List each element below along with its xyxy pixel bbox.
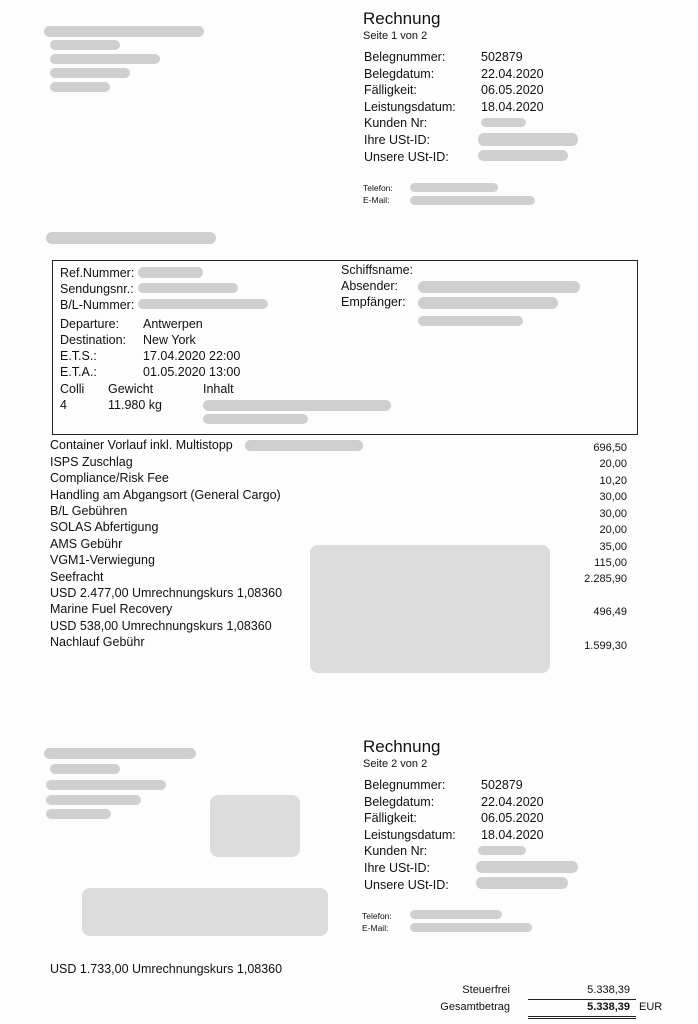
gewicht-value: 11.980 kg: [108, 398, 162, 412]
line-item-description: ISPS Zuschlag: [50, 455, 133, 469]
redacted-address-line: [46, 795, 141, 805]
redacted-item-note: [245, 440, 363, 451]
line-item-description: B/L Gebühren: [50, 504, 128, 518]
page1-title: Rechnung: [363, 9, 441, 28]
page1-invoice-values: [481, 49, 544, 115]
line-item-description: AMS Gebühr: [50, 537, 123, 551]
departure-label: Departure:: [60, 317, 120, 331]
field-value: 22.04.2020: [481, 66, 544, 81]
redacted-address-line: [46, 780, 166, 790]
redacted-phone: [410, 910, 502, 919]
page1-page-indicator: Seite 1 von 2: [363, 30, 428, 42]
page2-title: Rechnung: [363, 737, 441, 756]
redacted-address-line: [50, 764, 120, 774]
ref-label: Ref.Nummer:: [60, 266, 135, 280]
redacted-email: [410, 923, 532, 932]
colli-label: Colli: [60, 382, 85, 396]
line-item-amount: 35,00: [599, 541, 627, 553]
ets-value: 17.04.2020 22:00: [143, 349, 241, 363]
page2-invoice-fields: [364, 777, 456, 893]
sendung-label: Sendungsnr.:: [60, 282, 134, 296]
gesamtbetrag-value: 5.338,39: [587, 1001, 630, 1013]
field-label: Unsere USt-ID:: [364, 149, 449, 164]
field-value: 18.04.2020: [481, 827, 544, 842]
line-item-description: Nachlauf Gebühr: [50, 635, 145, 649]
redacted-customer-number: [481, 118, 526, 127]
redacted-vat-id: [476, 861, 578, 873]
bl-label: B/L-Nummer:: [60, 298, 135, 312]
line-item-amount: 30,00: [599, 508, 627, 520]
line-item-description: USD 2.477,00 Umrechnungskurs 1,08360: [50, 586, 283, 600]
steuerfrei-label: Steuerfrei: [462, 984, 510, 996]
page1-invoice-fields: [364, 49, 456, 165]
phone-label: Telefon:: [363, 183, 393, 193]
gesamtbetrag-label: Gesamtbetrag: [440, 1001, 510, 1013]
page2-invoice-values: [481, 777, 544, 843]
redacted-reference-line: [46, 232, 216, 244]
inhalt-label: Inhalt: [203, 382, 234, 396]
field-label: Fälligkeit:: [364, 811, 417, 826]
redacted-inhalt-line: [203, 414, 308, 424]
redacted-email: [410, 196, 535, 205]
total-divider: [528, 999, 636, 1000]
line-item-amount: 20,00: [599, 524, 627, 536]
redacted-block: [82, 888, 328, 936]
line-item-description: Container Vorlauf inkl. Multistopp: [50, 438, 233, 452]
redacted-customer-number: [478, 846, 526, 855]
field-value: 06.05.2020: [481, 83, 544, 98]
redacted-address-line: [46, 809, 111, 819]
field-label: Belegdatum:: [364, 66, 435, 81]
total-underline: [528, 1016, 636, 1017]
line-item-description: Marine Fuel Recovery: [50, 602, 173, 616]
redacted-address-line: [50, 54, 160, 64]
page2-page-indicator: Seite 2 von 2: [363, 758, 428, 770]
field-value: 18.04.2020: [481, 99, 544, 114]
line-item-amount: 30,00: [599, 491, 627, 503]
field-label: Kunden Nr:: [364, 844, 428, 859]
eta-value: 01.05.2020 13:00: [143, 365, 241, 379]
redacted-address-line: [44, 26, 204, 37]
line-item-description: VGM1-Verwiegung: [50, 553, 155, 567]
line-item-description: SOLAS Abfertigung: [50, 520, 159, 534]
field-label: Kunden Nr:: [364, 116, 428, 131]
departure-value: Antwerpen: [143, 317, 203, 331]
line-item-description: USD 538,00 Umrechnungskurs 1,08360: [50, 619, 272, 633]
field-label: Belegnummer:: [364, 778, 446, 792]
field-value: 502879: [481, 50, 523, 64]
schiffsname-label: Schiffsname:: [341, 263, 414, 277]
field-label: Fälligkeit:: [364, 83, 417, 98]
redacted-sendung-number: [138, 283, 238, 293]
ets-label: E.T.S.:: [60, 349, 97, 363]
redacted-address-line: [50, 68, 130, 78]
redacted-inhalt: [203, 400, 391, 411]
redacted-vat-id: [478, 150, 568, 161]
email-label: E-Mail:: [362, 923, 389, 933]
colli-value: 4: [60, 398, 67, 412]
usd-conversion-note: USD 1.733,00 Umrechnungskurs 1,08360: [50, 962, 283, 976]
line-item-amount: 1.599,30: [584, 640, 627, 652]
redacted-ref-number: [138, 267, 203, 278]
currency-label: EUR: [639, 1001, 663, 1013]
line-item-description: Compliance/Risk Fee: [50, 471, 169, 485]
line-item-description: Handling am Abgangsort (General Cargo): [50, 488, 281, 502]
redacted-vat-id: [476, 877, 568, 889]
field-label: Leistungsdatum:: [364, 827, 456, 842]
field-label: Ihre USt-ID:: [364, 860, 430, 875]
field-label: Ihre USt-ID:: [364, 132, 430, 147]
redacted-phone: [410, 183, 498, 192]
redacted-address-line: [50, 40, 120, 50]
redacted-bl-number: [138, 299, 268, 309]
field-value: 502879: [481, 778, 523, 792]
steuerfrei-value: 5.338,39: [587, 984, 630, 996]
line-item-amount: 496,49: [593, 606, 627, 618]
line-item-amount: 10,20: [599, 475, 627, 487]
redacted-empfaenger-line: [418, 316, 523, 326]
redacted-block: [210, 795, 300, 857]
redacted-vat-id: [478, 133, 578, 146]
total-underline: [528, 1018, 636, 1019]
eta-label: E.T.A.:: [60, 365, 97, 379]
phone-label: Telefon:: [362, 911, 392, 921]
gewicht-label: Gewicht: [108, 382, 154, 396]
field-label: Belegnummer:: [364, 50, 446, 64]
redacted-absender: [418, 281, 580, 293]
redacted-empfaenger: [418, 297, 558, 309]
absender-label: Absender:: [341, 279, 398, 293]
field-label: Leistungsdatum:: [364, 99, 456, 114]
destination-value: New York: [143, 333, 196, 347]
field-label: Unsere USt-ID:: [364, 877, 449, 892]
empfaenger-label: Empfänger:: [341, 295, 406, 309]
redacted-address-line: [44, 748, 196, 759]
field-value: 22.04.2020: [481, 794, 544, 809]
line-item-description: Seefracht: [50, 570, 104, 584]
email-label: E-Mail:: [363, 195, 390, 205]
line-item-amount: 20,00: [599, 458, 627, 470]
field-label: Belegdatum:: [364, 794, 435, 809]
shipment-details-box: [52, 260, 638, 435]
redacted-block: [310, 545, 550, 673]
destination-label: Destination:: [60, 333, 127, 347]
line-item-amount: 696,50: [593, 442, 627, 454]
redacted-address-line: [50, 82, 110, 92]
line-item-amount: 2.285,90: [584, 573, 627, 585]
field-value: 06.05.2020: [481, 811, 544, 826]
line-item-amount: 115,00: [594, 557, 627, 569]
